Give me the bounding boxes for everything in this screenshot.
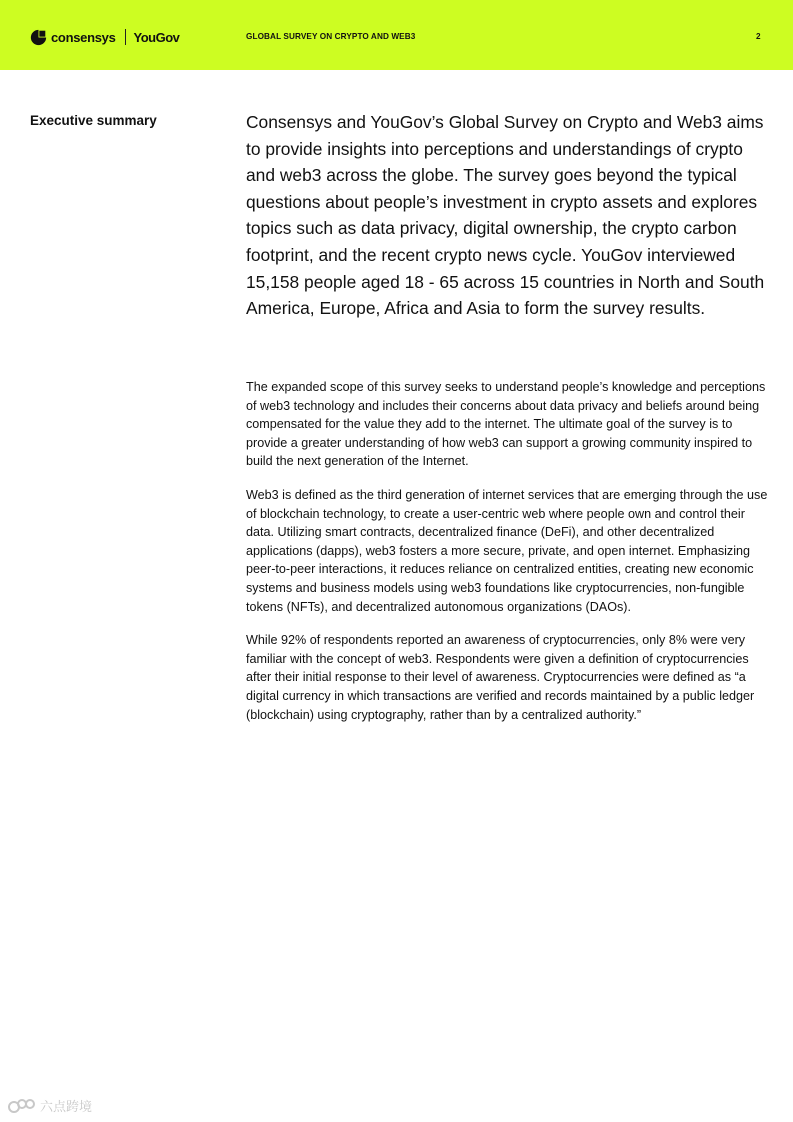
watermark-logo-icon bbox=[8, 1098, 36, 1114]
watermark-text: 六点跨境 bbox=[40, 1099, 93, 1114]
body-text bbox=[246, 378, 771, 739]
watermark bbox=[8, 1096, 92, 1115]
body-paragraph: While 92% of respondents reported an awareness of cryptocurrencies, only 8% were very familiar with the concept of web3. Respondents were given a definition of cryptocurrencies after their initial response to their level of awareness. Cryptocurrencies were defined as “a digital currency in which transactions are verified and records maintained by a public ledger (blockchain) using cryptography, rather than by a centralized authority.” bbox=[246, 633, 755, 722]
page-number: 2 bbox=[756, 32, 761, 41]
lead-paragraph: Consensys and YouGov’s Global Survey on Crypto and Web3 aims to provide insights into perceptions and understandings of crypto and web3 across the globe. The survey goes beyond the typical questions about people’s investment in crypto assets and explores topics such as data privacy, digital ownership, the crypto carbon footprint, and the recent crypto news cycle. YouGov interviewed 15,158 people aged 18 - 65 across 15 countries in North and South America, Europe, Africa and Asia to form the survey results. bbox=[246, 112, 765, 319]
document-title: GLOBAL SURVEY ON CRYPTO AND WEB3 bbox=[246, 32, 416, 41]
section-heading: Executive summary bbox=[30, 113, 157, 128]
page-header bbox=[0, 0, 793, 70]
brand-consensys: consensys bbox=[51, 29, 116, 45]
body-paragraph: Web3 is defined as the third generation of internet services that are emerging through the use of blockchain technology, to create a user-centric web where people own and control their data. Utilizing smart contracts, decentralized finance (DeFi), and other decentralized applications (dapps), web3 fosters a more secure, private, and open internet. Emphasizing peer-to-peer interactions, it reduces reliance on centralized entities, creating new economic systems and business models using web3 foundations like cryptocurrencies, non-fungible tokens (NFTs), and decentralized autonomous organizations (DAOs). bbox=[246, 487, 768, 614]
brand-yougov: YouGov bbox=[133, 29, 180, 45]
consensys-logo-icon bbox=[30, 29, 47, 46]
brand-logo bbox=[30, 27, 179, 47]
logo-divider bbox=[125, 29, 126, 45]
body-paragraph: The expanded scope of this survey seeks to understand people’s knowledge and perceptions of web3 technology and includes their concerns about data privacy and beliefs around being compensated for the value they add to the internet. The ultimate goal of the survey is to provide a greater understanding of how web3 can support a growing community inspired to build the next generation of the Internet. bbox=[246, 380, 766, 469]
